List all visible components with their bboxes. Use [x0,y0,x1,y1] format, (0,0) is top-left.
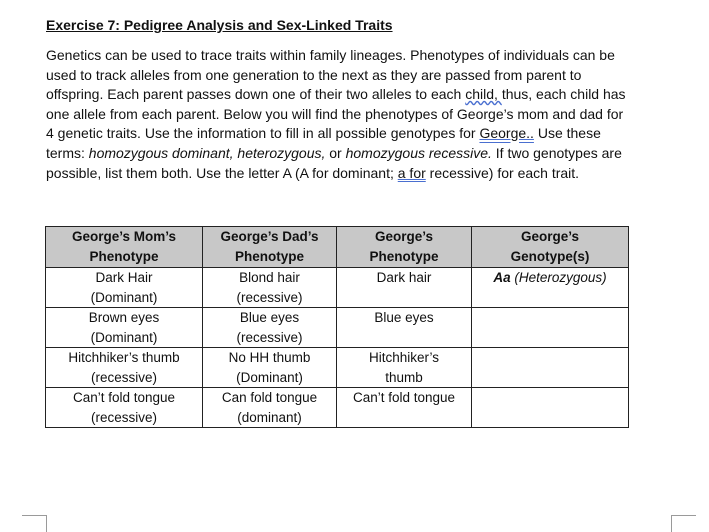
instructions-paragraph [46,46,666,183]
cell-george-phenotype[interactable]: Hitchhiker’s thumb [337,348,472,388]
cell-mom-phenotype[interactable]: Brown eyes (Dominant) [46,308,203,348]
header-mom-phenotype[interactable]: George’s Mom’s Phenotype [46,227,203,268]
cell-dad-phenotype[interactable]: Can fold tongue (dominant) [203,388,337,428]
traits-table [45,226,629,428]
paragraph-line: used to track alleles from one generation to the next as they are passed from parent to [46,66,582,83]
table-row [46,348,629,388]
cell-george-phenotype[interactable]: Blue eyes [337,308,472,348]
paragraph-line: 4 genetic traits. Use the information to fill in all possible genotypes for George.. Use these [46,125,601,142]
cell-george-genotype[interactable] [472,308,629,348]
paragraph-line: terms: homozygous dominant, heterozygous, or homozygous recessive. If two genotypes are [46,144,622,161]
cell-george-genotype[interactable]: Aa (Heterozygous) [472,268,629,308]
paragraph-line: one allele from each parent. Below you will find the phenotypes of George’s mom and dad for [46,105,624,122]
table-header-row [46,227,629,268]
cell-dad-phenotype[interactable]: Blond hair (recessive) [203,268,337,308]
cell-mom-phenotype[interactable]: Can’t fold tongue (recessive) [46,388,203,428]
exercise-title: Exercise 7: Pedigree Analysis and Sex-Linked Traits [46,17,393,33]
paragraph-line: offspring. Each parent passes down one of their two alleles to each child, thus, each child has [46,86,626,103]
header-george-genotype[interactable]: George’s Genotype(s) [472,227,629,268]
table-row [46,308,629,348]
header-george-phenotype[interactable]: George’s Phenotype [337,227,472,268]
header-dad-phenotype[interactable]: George’s Dad’s Phenotype [203,227,337,268]
cell-dad-phenotype[interactable]: No HH thumb (Dominant) [203,348,337,388]
paragraph-line: possible, list them both. Use the letter A (A for dominant; a for recessive) for each trait. [46,164,580,181]
page-margin-corner-left [22,515,47,532]
cell-george-genotype[interactable] [472,348,629,388]
cell-george-genotype[interactable] [472,388,629,428]
paragraph-line: Genetics can be used to trace traits within family lineages. Phenotypes of individuals can be [46,47,615,63]
cell-dad-phenotype[interactable]: Blue eyes (recessive) [203,308,337,348]
table-row [46,268,629,308]
cell-george-phenotype[interactable]: Dark hair [337,268,472,308]
grammar-flag-child[interactable]: child, [465,86,502,103]
cell-mom-phenotype[interactable]: Dark Hair (Dominant) [46,268,203,308]
cell-george-phenotype[interactable]: Can’t fold tongue [337,388,472,428]
cell-mom-phenotype[interactable]: Hitchhiker’s thumb (recessive) [46,348,203,388]
page-margin-corner-right [671,515,696,532]
table-row [46,388,629,428]
grammar-flag-a-for[interactable]: a for [397,164,426,181]
grammar-flag-george[interactable]: George.. [479,125,534,142]
